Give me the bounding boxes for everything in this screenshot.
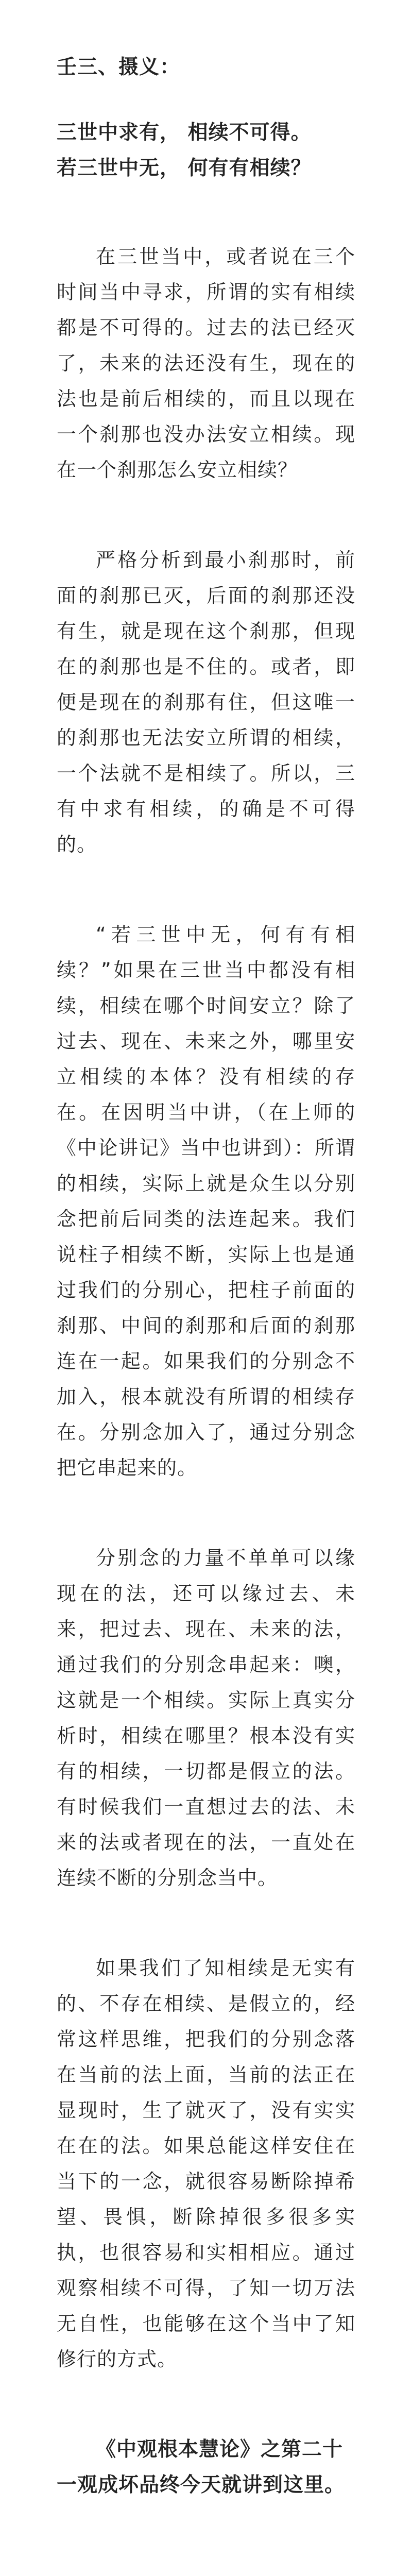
paragraph: 分别念的力量不单单可以缘现在的法，还可以缘过去、未来，把过去、现在、未来的法，通过我们的分别念串起来：噢，这就是一个相续。实际上真实分析时，相续在哪里？根本没有实有的相续，一切都是假立的法。有时候我们一直想过去的法、未来的法或者现在的法，一直处在连续不断的分别念当中。 xyxy=(57,1547,355,1889)
paragraph: “若三世中无，何有有相续？”如果在三世当中都没有相续，相续在哪个时间安立？除了过去、现在、未来之外，哪里安立相续的本体？没有相续的存在。在因明当中讲，（在上师的《中论讲记》当中也讲到）：所谓的相续，实际上就是众生以分别念把前后同类的法连起来。我们说柱子相续不断，实际上也是通过我们的分别心，把柱子前面的刹那、中间的刹那和后面的刹那连在一起。如果我们的分别念不加入，根本就没有所谓的相续存在。分别念加入了，通过分别念把它串起来的。 xyxy=(57,923,355,1479)
paragraph: 严格分析到最小刹那时，前面的刹那已灭，后面的刹那还没有生，就是现在这个刹那，但现在的刹那也是不住的。或者，即便是现在的刹那有住，但这唯一的刹那也无法安立所谓的相续，一个法就不是相续了。所以，三有中求有相续，的确是不可得的。 xyxy=(57,549,355,856)
section-title: 壬三、摄义： xyxy=(57,56,181,79)
closing-statement: 《中观根本慧论》之第二十一观成坏品终今天就讲到这里。 xyxy=(57,2438,346,2497)
verse-line: 若三世中无， 何有有相续？ xyxy=(57,157,312,180)
paragraph: 如果我们了知相续是无实有的、不存在相续、是假立的，经常这样思维，把我们的分别念落在当前的法上面，当前的法正在显现时，生了就灭了，没有实实在在的法。如果总能这样安住在当下的一念，就很容易断除掉希望、畏惧，断除掉很多很多实执，也很容易和实相相应。通过观察相续不可得，了知一切万法无自性，也能够在这个当中了知修行的方式。 xyxy=(57,1957,355,2370)
verse-line: 三世中求有， 相续不可得。 xyxy=(57,121,312,144)
paragraph: 在三世当中，或者说在三个时间当中寻求，所谓的实有相续都是不可得的。过去的法已经灭了，未来的法还没有生，现在的法也是前后相续的，而且以现在一个刹那也没办法安立相续。现在一个刹那怎么安立相续？ xyxy=(57,245,355,481)
verse-block xyxy=(57,115,355,186)
